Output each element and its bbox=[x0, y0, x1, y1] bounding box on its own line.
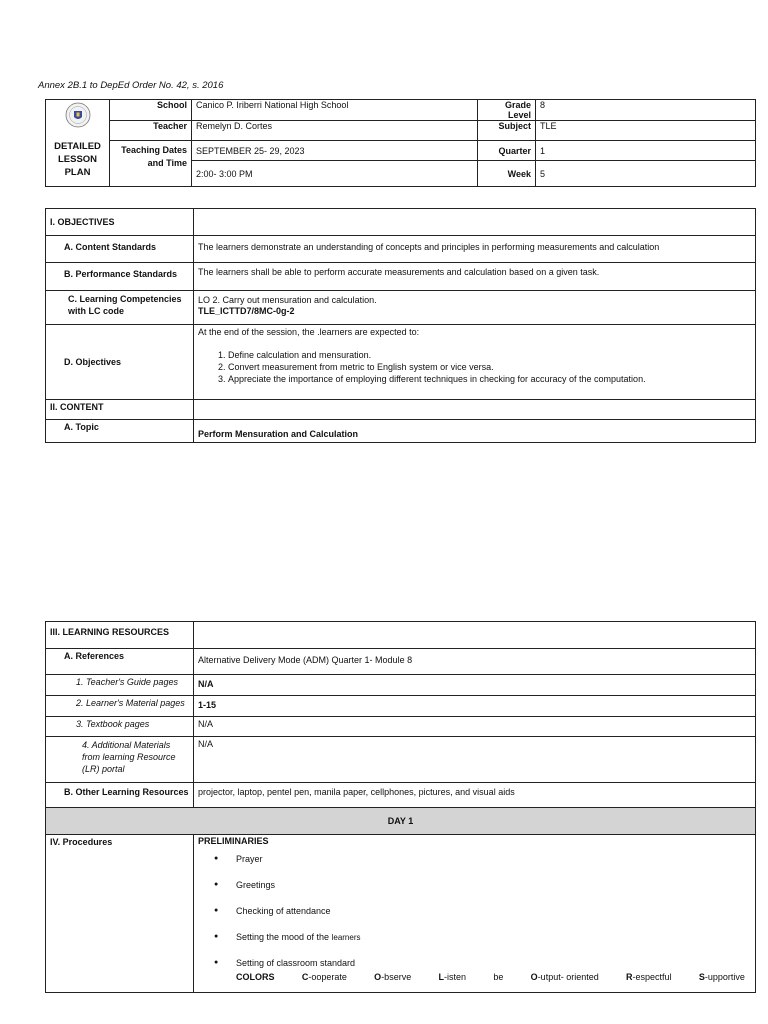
week-label: Week bbox=[478, 161, 536, 187]
annex-reference: Annex 2B.1 to DepEd Order No. 42, s. 2016 bbox=[38, 80, 224, 91]
lesson-header-table bbox=[45, 99, 756, 187]
learning-resources-heading: III. LEARNING RESOURCES bbox=[46, 622, 194, 649]
dlp-title: DETAILED LESSON PLAN bbox=[54, 141, 101, 178]
objectives-heading: I. OBJECTIVES bbox=[46, 209, 194, 236]
quarter-value: 1 bbox=[536, 141, 756, 161]
teachers-guide-label: 1. Teacher's Guide pages bbox=[46, 675, 194, 696]
objectives-label: D. Objectives bbox=[46, 325, 194, 400]
teacher-value: Remelyn D. Cortes bbox=[192, 121, 478, 141]
teachers-guide-value: N/A bbox=[194, 675, 756, 696]
objective-item: 1. Define calculation and mensuration. bbox=[228, 349, 751, 361]
content-heading-blank bbox=[194, 400, 756, 420]
prelim-item-prayer: ● Prayer bbox=[214, 852, 751, 878]
teaching-time-value: 2:00- 3:00 PM bbox=[192, 161, 478, 187]
colors-be: be bbox=[493, 972, 504, 982]
textbook-pages-value: N/A bbox=[194, 717, 756, 737]
content-standards-value: The learners demonstrate an understanding of concepts and principles in performing measurements and calculation bbox=[194, 236, 756, 263]
additional-materials-value: N/A bbox=[194, 737, 756, 783]
objectives-list bbox=[198, 349, 751, 385]
grade-level-label: Grade Level bbox=[478, 100, 536, 121]
learners-material-value: 1-15 bbox=[194, 696, 756, 717]
teacher-label: Teacher bbox=[110, 121, 192, 141]
learners-material-label: 2. Learner's Material pages bbox=[46, 696, 194, 717]
week-value: 5 bbox=[536, 161, 756, 187]
procedures-cell bbox=[194, 835, 756, 993]
learning-resources-table bbox=[45, 621, 756, 993]
prelim-mood-learners: learners bbox=[331, 933, 361, 942]
subject-value: TLE bbox=[536, 121, 756, 141]
performance-standards-label: B. Performance Standards bbox=[46, 263, 194, 291]
content-standards-label: A. Content Standards bbox=[46, 236, 194, 263]
colors-output-oriented: O-utput- oriented bbox=[530, 972, 599, 982]
school-value: Canico P. Iriberri National High School bbox=[192, 100, 478, 121]
colors-acronym bbox=[198, 972, 751, 982]
objective-item: 2. Convert measurement from metric to English system or vice versa. bbox=[228, 361, 751, 373]
deped-seal-cell bbox=[46, 100, 110, 187]
prelim-mood-text: Setting the mood of the bbox=[236, 932, 330, 942]
colors-listen: L-isten bbox=[438, 972, 467, 982]
prelim-item-standard: ● Setting of classroom standard bbox=[214, 956, 751, 972]
topic-value: Perform Mensuration and Calculation bbox=[194, 420, 756, 443]
colors-supportive: S-upportive bbox=[698, 972, 745, 982]
quarter-label: Quarter bbox=[478, 141, 536, 161]
textbook-pages-label: 3. Textbook pages bbox=[46, 717, 194, 737]
prelim-item-greetings: ● Greetings bbox=[214, 878, 751, 904]
learning-resources-heading-blank bbox=[194, 622, 756, 649]
teaching-dates-label: Teaching Dates and Time bbox=[110, 141, 192, 187]
learning-competency-text: LO 2. Carry out mensuration and calculation. bbox=[198, 295, 377, 305]
other-resources-value: projector, laptop, pentel pen, manila paper, cellphones, pictures, and visual aids bbox=[194, 783, 756, 808]
prelim-item-mood bbox=[214, 930, 751, 956]
teaching-dates-value: SEPTEMBER 25- 29, 2023 bbox=[192, 141, 478, 161]
subject-label: Subject bbox=[478, 121, 536, 141]
additional-materials-label: 4. Additional Materials from learning Resource (LR) portal bbox=[46, 737, 194, 783]
preliminaries-heading: PRELIMINARIES bbox=[198, 836, 269, 846]
references-label: A. References bbox=[46, 649, 194, 675]
procedures-label: IV. Procedures bbox=[46, 835, 194, 993]
objectives-heading-blank bbox=[194, 209, 756, 236]
objectives-cell bbox=[194, 325, 756, 400]
objective-item: 3. Appreciate the importance of employing different techniques in checking for accuracy of the computation. bbox=[228, 373, 751, 385]
day-1-banner: DAY 1 bbox=[46, 808, 756, 835]
lc-code: TLE_ICTTD7/8MC-0g-2 bbox=[198, 306, 295, 316]
topic-label: A. Topic bbox=[46, 420, 194, 443]
learning-competencies-label: C. Learning Competencies with LC code bbox=[46, 291, 194, 325]
deped-seal-icon bbox=[65, 102, 91, 128]
colors-title: COLORS bbox=[236, 972, 275, 982]
school-label: School bbox=[110, 100, 192, 121]
learning-competencies-cell bbox=[194, 291, 756, 325]
colors-respectful: R-espectful bbox=[626, 972, 672, 982]
prelim-item-attendance: ● Checking of attendance bbox=[214, 904, 751, 930]
performance-standards-value: The learners shall be able to perform accurate measurements and calculation based on a given task. bbox=[194, 263, 756, 291]
references-value: Alternative Delivery Mode (ADM) Quarter 1- Module 8 bbox=[194, 649, 756, 675]
content-heading: II. CONTENT bbox=[46, 400, 194, 420]
objectives-intro: At the end of the session, the .learners are expected to: bbox=[198, 327, 420, 337]
colors-observe: O-bserve bbox=[374, 972, 412, 982]
grade-level-value: 8 bbox=[536, 100, 756, 121]
colors-cooperate: C-ooperate bbox=[301, 972, 347, 982]
other-resources-label: B. Other Learning Resources bbox=[46, 783, 194, 808]
objectives-table bbox=[45, 208, 756, 443]
preliminaries-list bbox=[198, 852, 751, 972]
